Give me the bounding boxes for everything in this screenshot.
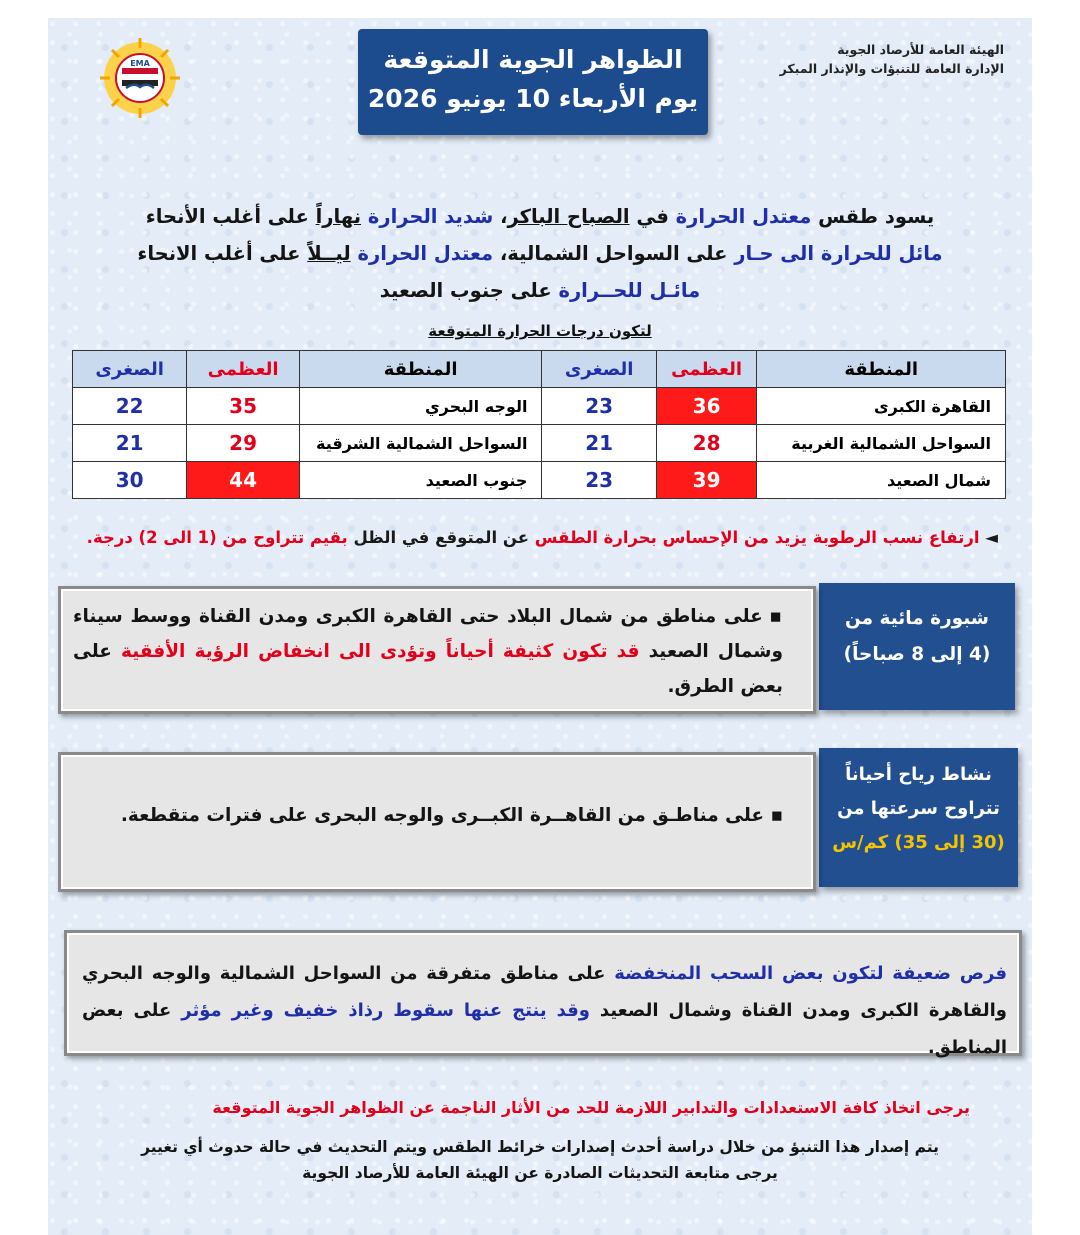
- summary-text: [361, 205, 368, 228]
- min-temp-cell: 21: [73, 425, 187, 462]
- col-header-max: العظمى: [656, 351, 757, 388]
- summary-text: على السواحل الشمالية،: [493, 242, 735, 265]
- summary-underlined: نهاراً: [315, 205, 362, 228]
- wind-speed-range: (30 إلى 35) كم/س: [832, 832, 1005, 853]
- pointer-icon: ◄: [985, 528, 998, 547]
- wind-areas: على مناطـق من القاهــرة الكبــرى والوجه البحرى على فترات متقطعة.: [120, 805, 771, 826]
- temperature-table: [72, 350, 1006, 499]
- agency-header: [780, 40, 1004, 78]
- precaution-note: يرجى اتخاذ كافة الاستعدادات والتدابير اللازمة للحد من الأثار الناجمة عن الظواهر الجوية المتوقعة: [212, 1098, 970, 1117]
- region-cell: جنوب الصعيد: [299, 462, 542, 499]
- max-temp-cell: 39: [656, 462, 757, 499]
- general-summary: [120, 198, 960, 309]
- cloud-tail: على بعض المناطق.: [82, 1000, 1007, 1058]
- region-cell: القاهرة الكبرى: [757, 388, 1006, 425]
- title-box: [358, 29, 708, 135]
- cloud-text: [82, 955, 1007, 1066]
- ema-logo: [100, 38, 180, 118]
- fog-label-title: شبورة مائية من: [844, 608, 990, 629]
- cloud-details: [64, 930, 1022, 1056]
- summary-underlined: ليــلاً: [307, 242, 351, 265]
- col-header-region: المنطقة: [757, 351, 1006, 388]
- summary-text: على أغلب الأنحاء: [145, 205, 316, 228]
- region-cell: السواحل الشمالية الغربية: [757, 425, 1006, 462]
- summary-text: يسود طقس: [811, 205, 935, 228]
- follow-note: يرجى متابعة التحديثات الصادرة عن الهيئة العامة للأرصاد الجوية: [302, 1164, 778, 1182]
- summary-text: على جنوب الصعيد: [379, 279, 559, 302]
- wind-label-title: نشاط رياح أحياناً: [845, 764, 992, 785]
- drizzle-highlight: وقد ينتج عنها سقوط رذاذ خفيف وغير مؤثر: [181, 1000, 590, 1021]
- region-cell: شمال الصعيد: [757, 462, 1006, 499]
- min-temp-cell: 23: [542, 462, 656, 499]
- max-temp-cell: 44: [187, 462, 299, 499]
- forecast-date: يوم الأربعاء 10 يونيو 2026: [367, 84, 699, 113]
- col-header-min: الصغرى: [73, 351, 187, 388]
- min-temp-cell: 30: [73, 462, 187, 499]
- region-cell: السواحل الشمالية الشرقية: [299, 425, 542, 462]
- col-header-max: العظمى: [187, 351, 299, 388]
- summary-highlight: شديد الحرارة: [367, 205, 494, 228]
- wind-text: [121, 805, 783, 826]
- max-temp-cell: 36: [656, 388, 757, 425]
- humidity-highlight: بقيم تتراوح من (1 الى 2) درجة.: [86, 528, 348, 547]
- agency-name: الهيئة العامة للأرصاد الجوية: [837, 42, 1004, 57]
- fog-label-time: (4 إلى 8 صباحاً): [843, 644, 991, 665]
- min-temp-cell: 22: [73, 388, 187, 425]
- table-caption: لتكون درجات الحرارة المتوقعة: [428, 322, 652, 340]
- fog-warning: قد تكون كثيفة أحياناً وتؤدى الى انخفاض الرؤية الأفقية: [121, 641, 640, 662]
- min-temp-cell: 23: [542, 388, 656, 425]
- department-name: الإدارة العامة للتنبؤات والإنذار المبكر: [779, 61, 1004, 76]
- table-row: [73, 425, 1006, 462]
- fog-areas: على مناطق من شمال البلاد حتى القاهرة الكبرى ومدن القناة ووسط سيناء وشمال الصعيد: [73, 606, 783, 662]
- summary-underlined: الصباح الباكر: [507, 205, 630, 228]
- min-temp-cell: 21: [542, 425, 656, 462]
- fog-details: [58, 586, 816, 714]
- max-temp-cell: 35: [187, 388, 299, 425]
- page-title: الظواهر الجوية المتوقعة: [383, 45, 683, 74]
- bullet-icon: ▪: [770, 805, 783, 826]
- humidity-text: عن المتوقع في الظل: [347, 528, 535, 547]
- summary-text: ،: [493, 205, 508, 228]
- bullet-icon: ▪: [769, 606, 783, 627]
- logo-text: EMA: [130, 59, 150, 68]
- humidity-note: [87, 528, 998, 547]
- wind-label: [819, 748, 1018, 887]
- fog-label: [819, 583, 1015, 710]
- summary-highlight: مائل للحرارة الى حـار: [734, 242, 943, 265]
- wind-label-speed-intro: تتراوح سرعتها من: [837, 798, 1000, 819]
- col-header-min: الصغرى: [542, 351, 656, 388]
- summary-line: [120, 198, 960, 235]
- region-cell: الوجه البحري: [299, 388, 542, 425]
- summary-highlight: مائـل للحــرارة: [558, 279, 701, 302]
- summary-line: [120, 272, 960, 309]
- summary-highlight: معتدل الحرارة: [357, 242, 494, 265]
- footer-notes: [130, 1134, 950, 1186]
- table-row: [73, 388, 1006, 425]
- wind-details: [58, 752, 816, 892]
- summary-highlight: معتدل الحرارة: [675, 205, 812, 228]
- summary-text: على أغلب الانحاء: [137, 242, 308, 265]
- cloud-highlight: فرص ضعيفة لتكون بعض السحب المنخفضة: [614, 963, 1007, 984]
- fog-text: [73, 599, 783, 704]
- fog-roads: على بعض الطرق.: [73, 641, 783, 697]
- humidity-highlight: ارتفاع نسب الرطوبة يزيد من الإحساس بحرارة الطقس: [534, 528, 980, 547]
- summary-text: في: [629, 205, 676, 228]
- table-header-row: [73, 351, 1006, 388]
- summary-line: [120, 235, 960, 272]
- max-temp-cell: 28: [656, 425, 757, 462]
- table-row: [73, 462, 1006, 499]
- max-temp-cell: 29: [187, 425, 299, 462]
- cloud-areas: على مناطق متفرقة من السواحل الشمالية والوجه البحري والقاهرة الكبرى ومدن القناة وشمال الصعيد: [82, 963, 1007, 1021]
- update-note: يتم إصدار هذا التنبؤ من خلال دراسة أحدث إصدارات خرائط الطقس ويتم التحديث في حالة حدوث أي تغيير: [141, 1138, 939, 1156]
- col-header-region: المنطقة: [299, 351, 542, 388]
